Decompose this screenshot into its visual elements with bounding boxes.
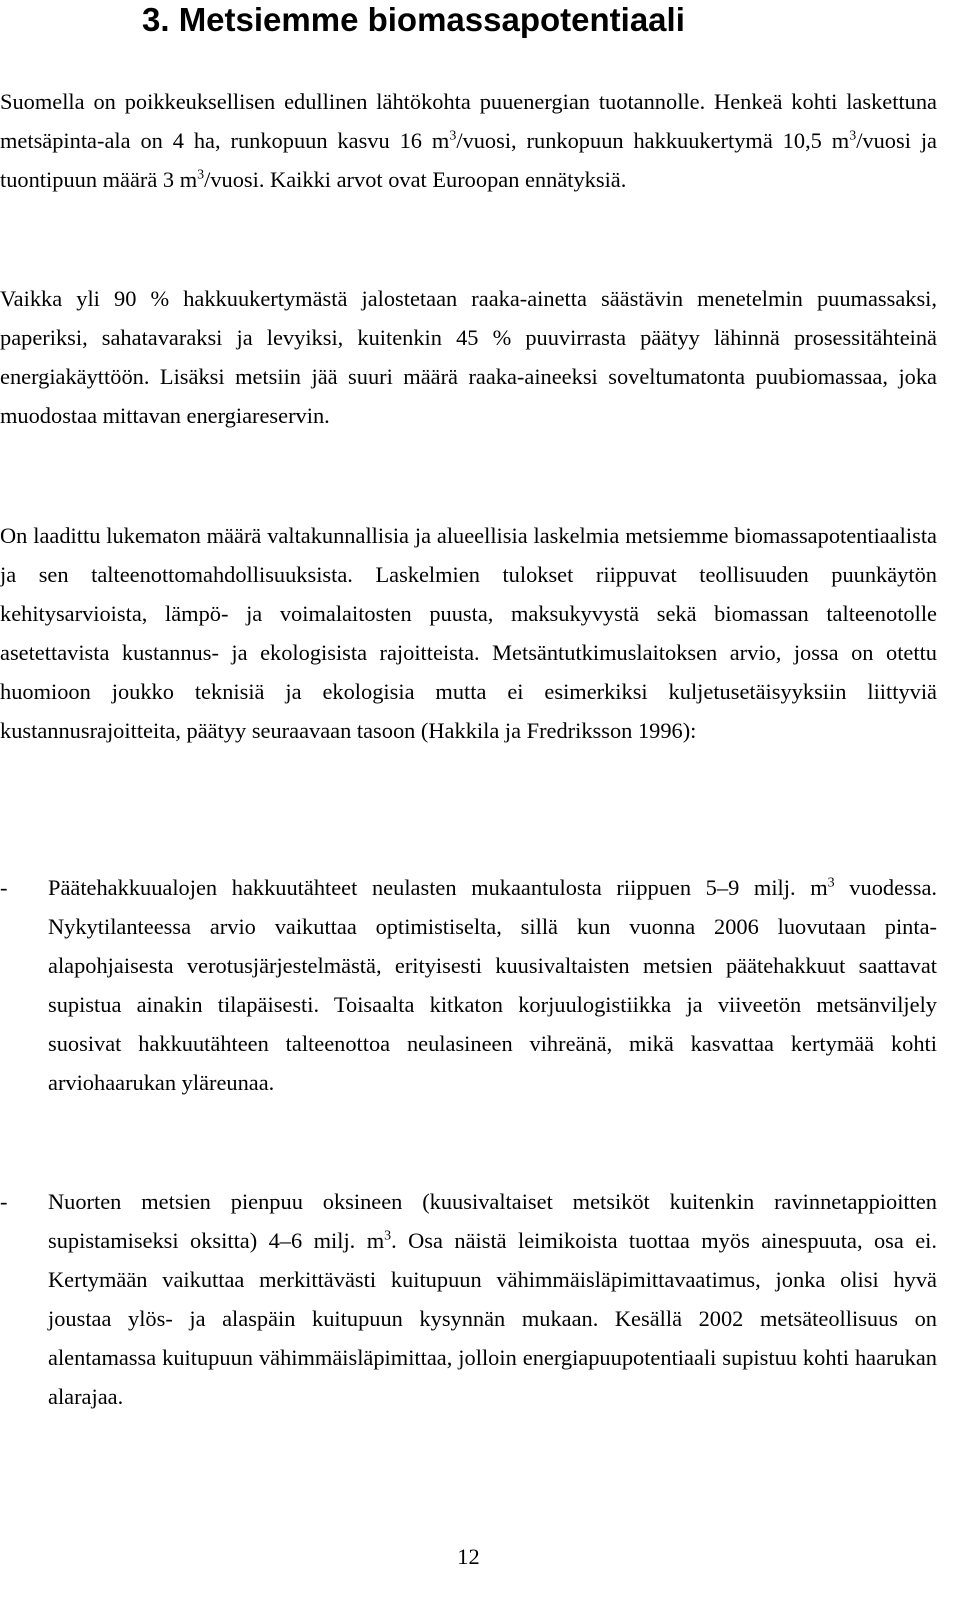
superscript: 3: [849, 128, 857, 144]
list-dash: -: [0, 875, 8, 900]
paragraph-1-text-a: Suomella on poikkeuksellisen edullinen lähtökohta puuenergian tuotannolle. Henkeä kohti laskettuna metsäpinta-ala on 4 ha, runkopuun kasvu 16 m: [0, 89, 937, 153]
page-number: [0, 1537, 937, 1576]
list-item-text-b: . Osa näistä leimikoista tuottaa myös ainespuuta, osa ei. Kertymään vaikuttaa merkittävästi kuitupuun vähimmäisläpimittavaatimus, jonka olisi hyvä joustaa ylös- ja alaspäin kuitupuun kysynnän mukaan. Kesällä 2002 metsäteollisuus on alentamassa kuitupuun vähimmäisläpimittaa, jolloin energiapuupotentiaali supistuu kohti haarukan alarajaa.: [48, 1228, 937, 1409]
paragraph-3: On laadittu lukematon määrä valtakunnallisia ja alueellisia laskelmia metsiemme biomassapotentiaalista ja sen talteenottomahdollisuuksista. Laskelmien tulokset riippuvat teollisuuden puunkäytön kehitysarvioista, lämpö- ja voimalaitosten puusta, maksukyvystä sekä biomassan talteenotolle asetettavista kustannus- ja ekologisista rajoitteista. Metsäntutkimuslaitoksen arvio, jossa on otettu huomioon joukko teknisiä ja ekologisia mutta ei esimerkiksi kuljetusetäisyyksiin liittyviä kustannusrajoitteita, päätyy seuraavaan tasoon (Hakkila ja Fredriksson 1996):: [0, 523, 937, 743]
list-item-text-a: Päätehakkuualojen hakkuutähteet neulasten mukaantulosta riippuen 5–9 milj. m: [48, 875, 828, 900]
paragraph-1-text-d: /vuosi. Kaikki arvot ovat Euroopan ennätyksiä.: [204, 167, 627, 192]
superscript: 3: [827, 875, 835, 891]
list-item-text-a: Nuorten metsien pienpuu oksineen (kuusivaltaiset metsiköt kuitenkin ravinnetappioitten supistamiseksi oksitta) 4–6 milj. m: [48, 1189, 937, 1253]
list-dash: -: [0, 1189, 8, 1214]
list-item-text-b: vuodessa. Nykytilanteessa arvio vaikuttaa optimistiselta, sillä kun vuonna 2006 luovutaan pinta-alapohjaisesta verotusjärjestelmästä, erityisesti kuusivaltaisten metsien päätehakkuut saattavat supistua ainakin tilapäisesti. Toisaalta kitkaton korjuulogistiikka ja viiveetön metsänviljely suosivat hakkuutähteen talteenottoa neulasineen vihreänä, mikä kasvattaa kertymää kohti arviohaarukan yläreunaa.: [48, 875, 937, 1095]
superscript: 3: [197, 167, 205, 183]
paragraph-1-text-b: /vuosi, runkopuun hakkuukertymä 10,5 m: [456, 128, 850, 153]
superscript: 3: [384, 1228, 392, 1244]
list-item-text: [48, 868, 937, 1102]
paragraph-1-text-c: /vuosi ja tuontipuun määrä 3 m: [0, 128, 937, 192]
section-heading: 3. Metsiemme biomassapotentiaali: [142, 1, 685, 38]
superscript: 3: [449, 128, 457, 144]
paragraph-1: [0, 82, 937, 199]
page-number-text: 12: [457, 1544, 480, 1569]
list-item-text: [48, 1182, 937, 1416]
paragraph-2: Vaikka yli 90 % hakkuukertymästä jalostetaan raaka-ainetta säästävin menetelmin puumassaksi, paperiksi, sahatavaraksi ja levyiksi, kuitenkin 45 % puuvirrasta päätyy lähinnä prosessitähteinä energiakäyttöön. Lisäksi metsiin jää suuri määrä raaka-aineeksi soveltumatonta puubiomassaa, joka muodostaa mittavan energiareservin.: [0, 286, 937, 428]
